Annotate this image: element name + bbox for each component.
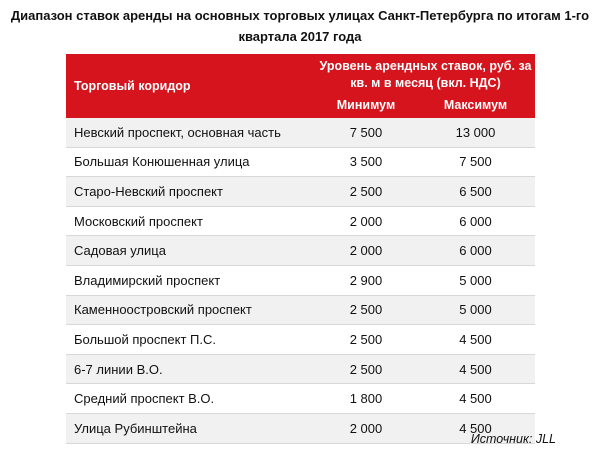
corridor-name: Улица Рубинштейна	[66, 413, 316, 443]
corridor-name: Каменноостровский проспект	[66, 295, 316, 325]
header-corridor: Торговый коридор	[66, 54, 316, 118]
table-header	[66, 54, 535, 118]
table-body	[66, 118, 535, 443]
rate-min: 2 500	[316, 177, 416, 207]
table-row	[66, 118, 535, 147]
table-row	[66, 236, 535, 266]
corridor-name: Невский проспект, основная часть	[66, 118, 316, 147]
page-title: Диапазон ставок аренды на основных торговых улицах Санкт-Петербурга по итогам 1-го квартала 2017 года	[10, 8, 590, 44]
rate-max: 6 500	[416, 177, 535, 207]
table-row	[66, 265, 535, 295]
rate-max: 13 000	[416, 118, 535, 147]
header-rent-level: Уровень арендных ставок, руб. за кв. м в месяц (вкл. НДС)	[316, 54, 535, 95]
table-row	[66, 177, 535, 207]
table-row	[66, 206, 535, 236]
rate-min: 2 500	[316, 354, 416, 384]
rate-max: 4 500	[416, 325, 535, 355]
rate-min: 2 900	[316, 265, 416, 295]
rate-min: 2 000	[316, 236, 416, 266]
corridor-name: Средний проспект В.О.	[66, 384, 316, 414]
rate-max: 5 000	[416, 265, 535, 295]
rate-max: 4 500	[416, 413, 535, 443]
corridor-name: 6-7 линии В.О.	[66, 354, 316, 384]
table-row	[66, 384, 535, 414]
corridor-name: Московский проспект	[66, 206, 316, 236]
source-note: Источник: JLL	[470, 432, 556, 446]
table-row	[66, 295, 535, 325]
header-max: Максимум	[416, 95, 535, 118]
rate-max: 5 000	[416, 295, 535, 325]
rate-min: 7 500	[316, 118, 416, 147]
rate-max: 4 500	[416, 384, 535, 414]
corridor-name: Большая Конюшенная улица	[66, 147, 316, 177]
rent-rates-table	[66, 54, 535, 444]
header-min: Минимум	[316, 95, 416, 118]
table-row	[66, 147, 535, 177]
table-row	[66, 354, 535, 384]
table-row	[66, 325, 535, 355]
rate-max: 6 000	[416, 206, 535, 236]
rate-min: 3 500	[316, 147, 416, 177]
rate-max: 6 000	[416, 236, 535, 266]
rate-min: 2 000	[316, 206, 416, 236]
corridor-name: Владимирский проспект	[66, 265, 316, 295]
table-row	[66, 413, 535, 443]
rate-max: 4 500	[416, 354, 535, 384]
rate-min: 2 500	[316, 295, 416, 325]
rate-min: 2 000	[316, 413, 416, 443]
corridor-name: Большой проспект П.С.	[66, 325, 316, 355]
rate-min: 2 500	[316, 325, 416, 355]
rate-max: 7 500	[416, 147, 535, 177]
corridor-name: Садовая улица	[66, 236, 316, 266]
rate-min: 1 800	[316, 384, 416, 414]
corridor-name: Старо-Невский проспект	[66, 177, 316, 207]
